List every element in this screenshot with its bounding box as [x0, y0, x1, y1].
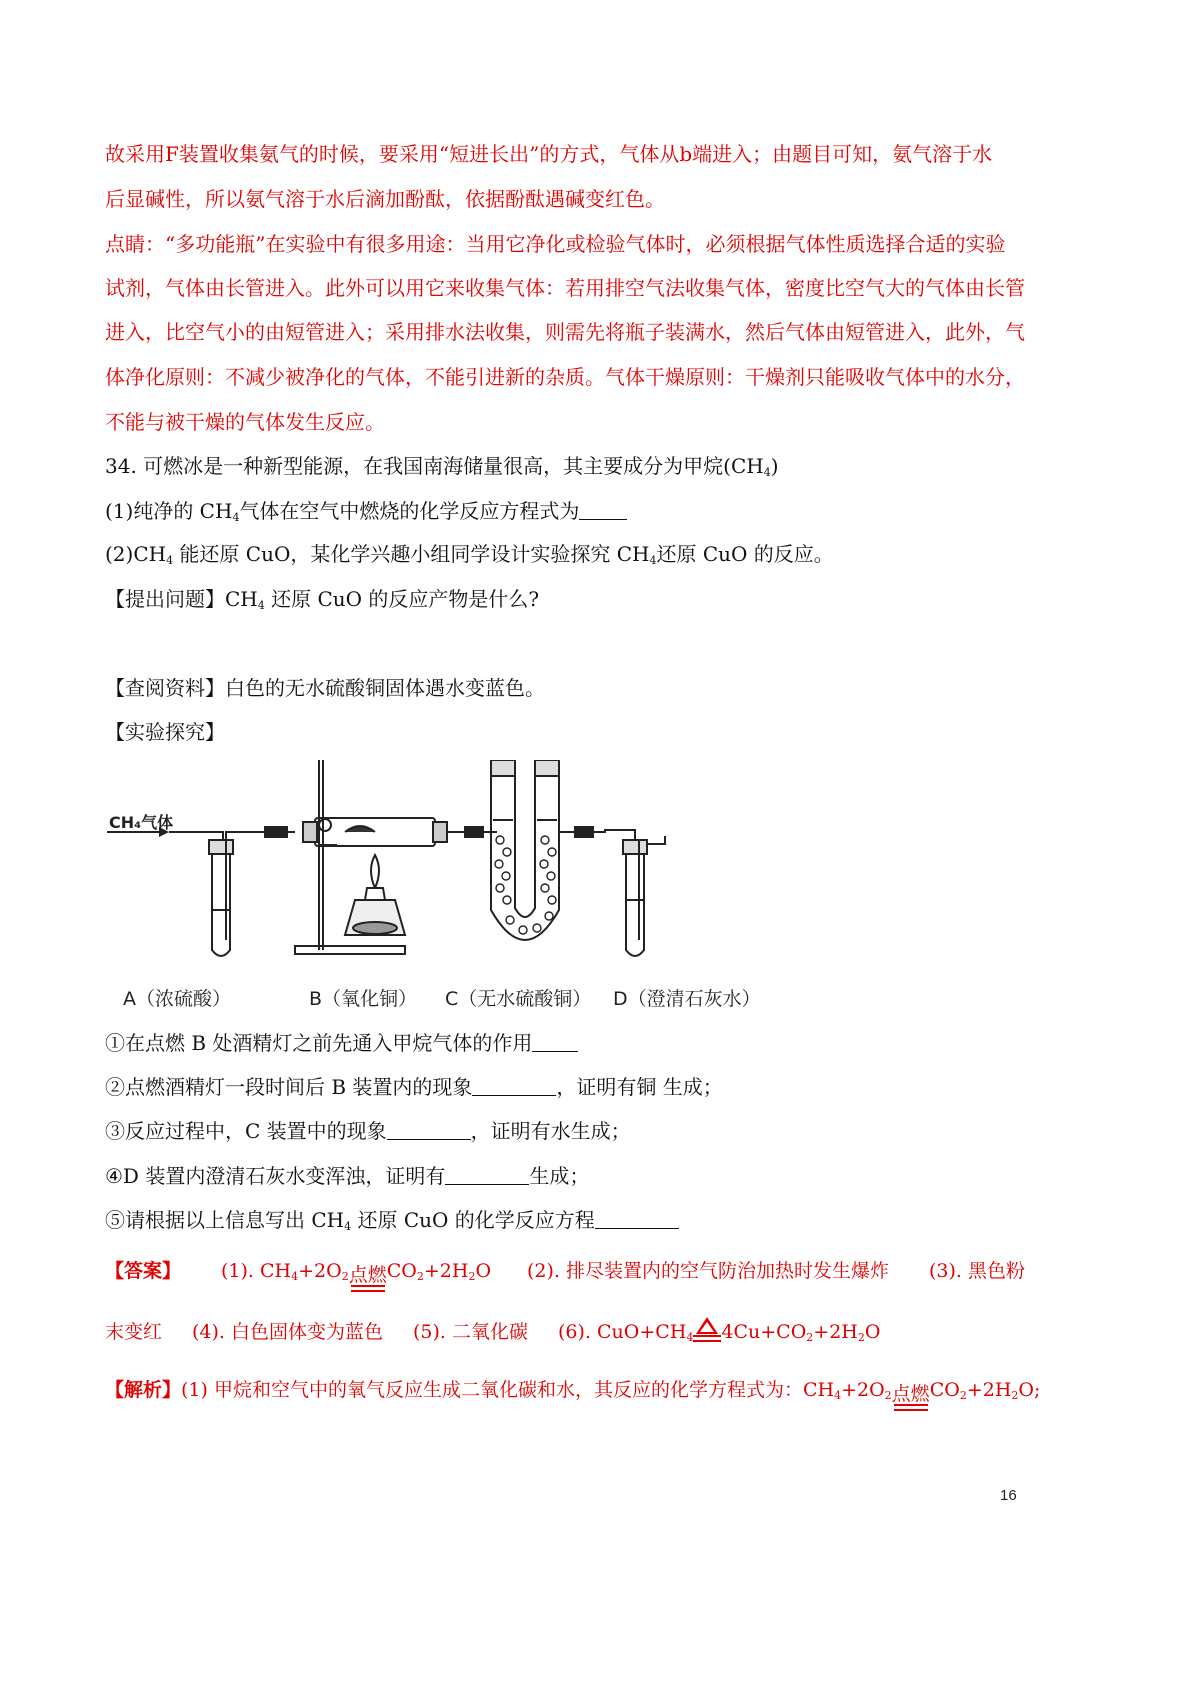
- answer-blank: [445, 1166, 529, 1185]
- gas-inlet-label: CH₄气体: [109, 813, 174, 832]
- heat-condition: [693, 1317, 721, 1342]
- sub-question-3: ③反应过程中，C 装置中的现象 ，证明有水生成；: [105, 1119, 631, 1143]
- answer-blank: [579, 501, 627, 520]
- answer-blank: [387, 1121, 471, 1140]
- apparatus-diagram: [105, 760, 765, 1020]
- question-34-intro: 34. 可燃冰是一种新型能源，在我国南海储量很高，其主要成分为甲烷$(CH_4)$: [105, 454, 779, 479]
- tip-line-3: 进入，比空气小的由短管进入；采用排水法收集，则需先将瓶子装满水，然后气体由短管进入，此外，气: [105, 320, 1025, 344]
- caption-b: B（氧化铜）: [309, 988, 418, 1010]
- answer-line-1: 【答案】 (1). $CH_4+2O_2$ 点燃 $CO_2+2H_2O$ (2). 排尽装置内的空气防治加热时发生爆炸 (3). 黑色粉: [105, 1257, 1025, 1292]
- sub-question-1: ①在点燃 B 处酒精灯之前先通入甲烷气体的作用: [105, 1029, 578, 1057]
- answer-blank: [472, 1077, 556, 1096]
- question-34-part-1: (1)纯净的 $CH_4$气体在空气中燃烧的化学反应方程式为: [105, 497, 627, 532]
- answer-line-2: 末变红 (4). 白色固体变为蓝色 (5). 二氧化碳 (6). $CuO+CH_4$ $4Cu+CO_2+2H_2O$: [105, 1317, 880, 1352]
- explanation-line-2: 后显碱性，所以氨气溶于水后滴加酚酞，依据酚酞遇碱变红色。: [105, 187, 665, 211]
- sub-question-2: ②点燃酒精灯一段时间后 B 装置内的现象 ，证明有铜 生成；: [105, 1075, 723, 1099]
- ignite-condition: 点燃: [892, 1385, 930, 1411]
- analysis-line-1: 【解析】(1) 甲烷和空气中的氧气反应生成二氧化碳和水，其反应的化学方程式为：$CH_4+2O_2$ 点燃 $CO_2+2H_2O$;: [105, 1376, 1040, 1411]
- experiment-heading: 【实验探究】: [105, 720, 225, 744]
- tip-line-5: 不能与被干燥的气体发生反应。: [105, 410, 385, 434]
- explanation-line-1: 故采用F装置收集氨气的时候，要采用“短进长出”的方式，气体从b端进入；由题目可知，氨气溶于水: [105, 142, 993, 166]
- answer-blank: [532, 1033, 578, 1052]
- sub-question-5: ⑤请根据以上信息写出 $CH_4$ 还原 CuO 的化学反应方程: [105, 1206, 679, 1241]
- answer-blank: [595, 1210, 679, 1229]
- ignite-condition: 点燃: [349, 1266, 387, 1292]
- apparatus-drawing: [105, 760, 765, 1020]
- reference-info: 【查阅资料】白色的无水硫酸铜固体遇水变蓝色。: [105, 676, 545, 700]
- caption-c: C（无水硫酸铜）: [445, 988, 592, 1010]
- tip-line-2: 试剂，气体由长管进入。此外可以用它来收集气体：若用排空气法收集气体，密度比空气大的气体由长管: [105, 276, 1025, 300]
- question-34-part-2: $(2)CH_4$ 能还原 CuO，某化学兴趣小组同学设计实验探究 $CH_4$还原 CuO 的反应。: [105, 542, 834, 567]
- page-number: 16: [1000, 1487, 1017, 1504]
- sub-question-4: ④D 装置内澄清石灰水变浑浊，证明有 生成；: [105, 1164, 590, 1188]
- tip-line-1: 点睛：“多功能瓶”在实验中有很多用途：当用它净化或检验气体时，必须根据气体性质选择合适的实验: [105, 232, 1006, 256]
- raise-question: 【提出问题】$CH_4$ 还原 CuO 的反应产物是什么?: [105, 587, 540, 612]
- caption-d: D（澄清石灰水）: [613, 988, 761, 1010]
- tip-line-4: 体净化原则：不减少被净化的气体，不能引进新的杂质。气体干燥原则：干燥剂只能吸收气体中的水分，: [105, 365, 1025, 389]
- caption-a: A（浓硫酸）: [123, 988, 231, 1010]
